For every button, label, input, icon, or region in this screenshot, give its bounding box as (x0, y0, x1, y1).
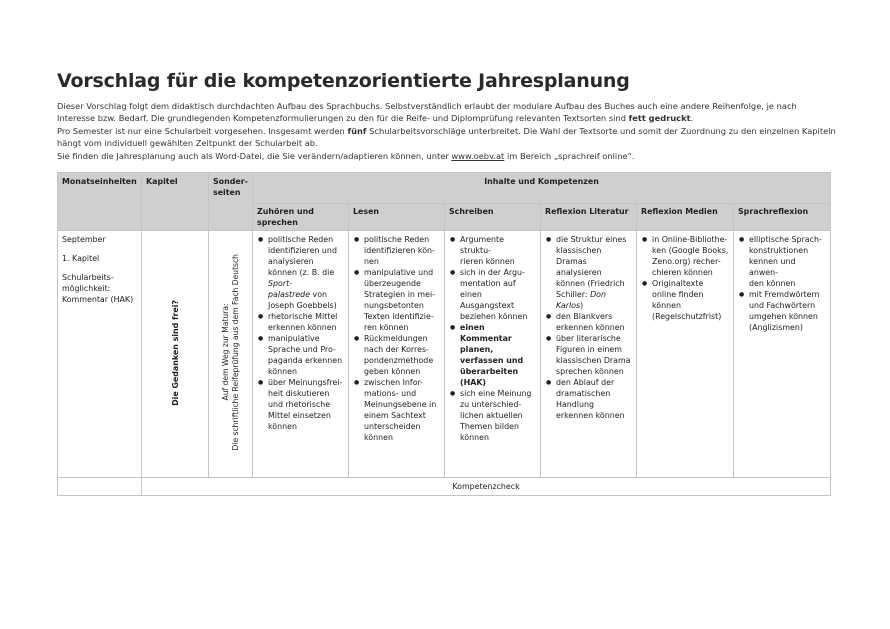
chapter-title-cell (142, 231, 209, 478)
subheader-reflexion-medien: Reflexion Medien (637, 204, 734, 231)
oebv-link[interactable]: www.oebv.at (451, 150, 505, 161)
list-item: ● manipulative Sprache und Pro- paganda erkennen können (268, 333, 344, 377)
header-inhalte-kompetenzen: Inhalte und Kompetenzen (253, 173, 831, 204)
header-sonderseiten: Sonder- seiten (209, 173, 253, 231)
special-pages-text: Auf dem Weg zur Matura: Die schriftliche Reifeprüfung aus dem Fach Deutsch (220, 254, 240, 451)
lesen-cell (349, 231, 445, 478)
list-item: ● die Struktur eines klassischen Dramas analysieren können (Friedrich Schiller: Don Karlos) (556, 234, 632, 311)
list-item: ● politische Reden identifizieren kön- nen (364, 234, 440, 267)
subheader-sprachreflexion: Sprachreflexion (734, 204, 831, 231)
list-item: ● rhetorische Mittel erkennen können (268, 311, 344, 333)
literatur-cell (541, 231, 637, 478)
list-item: ● Rückmeldungen nach der Korres- pondenzmethode geben können (364, 333, 440, 377)
list-item: ● den Ablauf der dramatischen Handlung erkennen können (556, 377, 632, 421)
list-item: ● einen Kommentar planen, verfassen und überarbeiten (HAK) (460, 322, 536, 388)
subheader-reflexion-literatur: Reflexion Literatur (541, 204, 637, 231)
subheader-schreiben: Schreiben (445, 204, 541, 231)
medien-cell (637, 231, 734, 478)
list-item: ● mit Fremdwörtern und Fachwörtern umgehen können (Anglizismen) (749, 289, 826, 333)
chapter-title: Die Gedanken sind frei? (170, 299, 180, 406)
intro-paragraph-2: Pro Semester ist nur eine Schularbeit vorgesehen. Insgesamt werden fünf Schularbeitsvorschläge unterbreitet. Die Wahl der Textsorte und somit der Zuordnung zu den einzelnen Kapiteln hängt vom individuell gewählten Zeitpunkt der Schularbeit ab. (57, 125, 836, 149)
page-title: Vorschlag für die kompetenzorientierte Jahresplanung (57, 70, 630, 92)
planning-table (57, 172, 831, 496)
month-cell: September 1. Kapitel Schularbeits- möglichkeit: Kommentar (HAK) (58, 231, 142, 478)
intro-paragraph-1: Dieser Vorschlag folgt dem didaktisch durchdachten Aufbau des Sprachbuchs. Selbstverständlich erlaubt der modulare Aufbau des Buches auch eine andere Reihenfolge, je nach Interesse bzw. Bedarf. Die grundlegenden Kompetenzformulierungen zu den für die Reife- und Diplomprüfung relevanten Textsorten sind fett gedruckt. (57, 101, 797, 124)
kompetenzcheck-label: Kompetenzcheck (142, 478, 831, 496)
list-item: ● über literarische Figuren in einem klassischen Drama sprechen können (556, 333, 632, 377)
list-item: ● Argumente struktu- rieren können (460, 234, 536, 267)
list-item: ● sich eine Meinung zu unterschied- lichen aktuellen Themen bilden können (460, 388, 536, 443)
sprache-cell (734, 231, 831, 478)
list-item: ● Originaltexte online finden können (Regelschutzfrist) (652, 278, 729, 322)
list-item: ● zwischen Infor- mations- und Meinungsebene in einem Sachtext unterscheiden können (364, 377, 440, 443)
table-row (58, 478, 831, 496)
table-row (58, 231, 831, 478)
list-item: ● elliptische Sprach- konstruktionen kennen und anwen- den können (749, 234, 826, 289)
header-kapitel: Kapitel (142, 173, 209, 231)
list-item: ● sich in der Argu- mentation auf einen Ausgangstext beziehen können (460, 267, 536, 322)
subheader-zuhoeren: Zuhören und sprechen (253, 204, 349, 231)
list-item: ● in Online-Bibliothe- ken (Google Books, Zeno.org) recher- chieren können (652, 234, 729, 278)
intro-text (57, 100, 837, 162)
list-item: ● über Meinungsfrei- heit diskutieren und rhetorische Mittel einsetzen können (268, 377, 344, 432)
list-item: ● politische Reden identifizieren und analysieren können (z. B. die Sport- palastrede von Joseph Goebbels) (268, 234, 344, 311)
list-item: ● manipulative und überzeugende Strategien in mei- nungsbetonten Texten identifizie- ren können (364, 267, 440, 333)
subheader-lesen: Lesen (349, 204, 445, 231)
zuhoeren-cell (253, 231, 349, 478)
special-pages-cell (209, 231, 253, 478)
list-item: ● den Blankvers erkennen können (556, 311, 632, 333)
schreiben-cell (445, 231, 541, 478)
header-monatseinheiten: Monatseinheiten (58, 173, 142, 231)
empty-cell (58, 478, 142, 496)
intro-paragraph-3: Sie finden die Jahresplanung auch als Word-Datei, die Sie verändern/adaptieren können, unter www.oebv.at im Bereich „sprachreif online“. (57, 150, 635, 161)
